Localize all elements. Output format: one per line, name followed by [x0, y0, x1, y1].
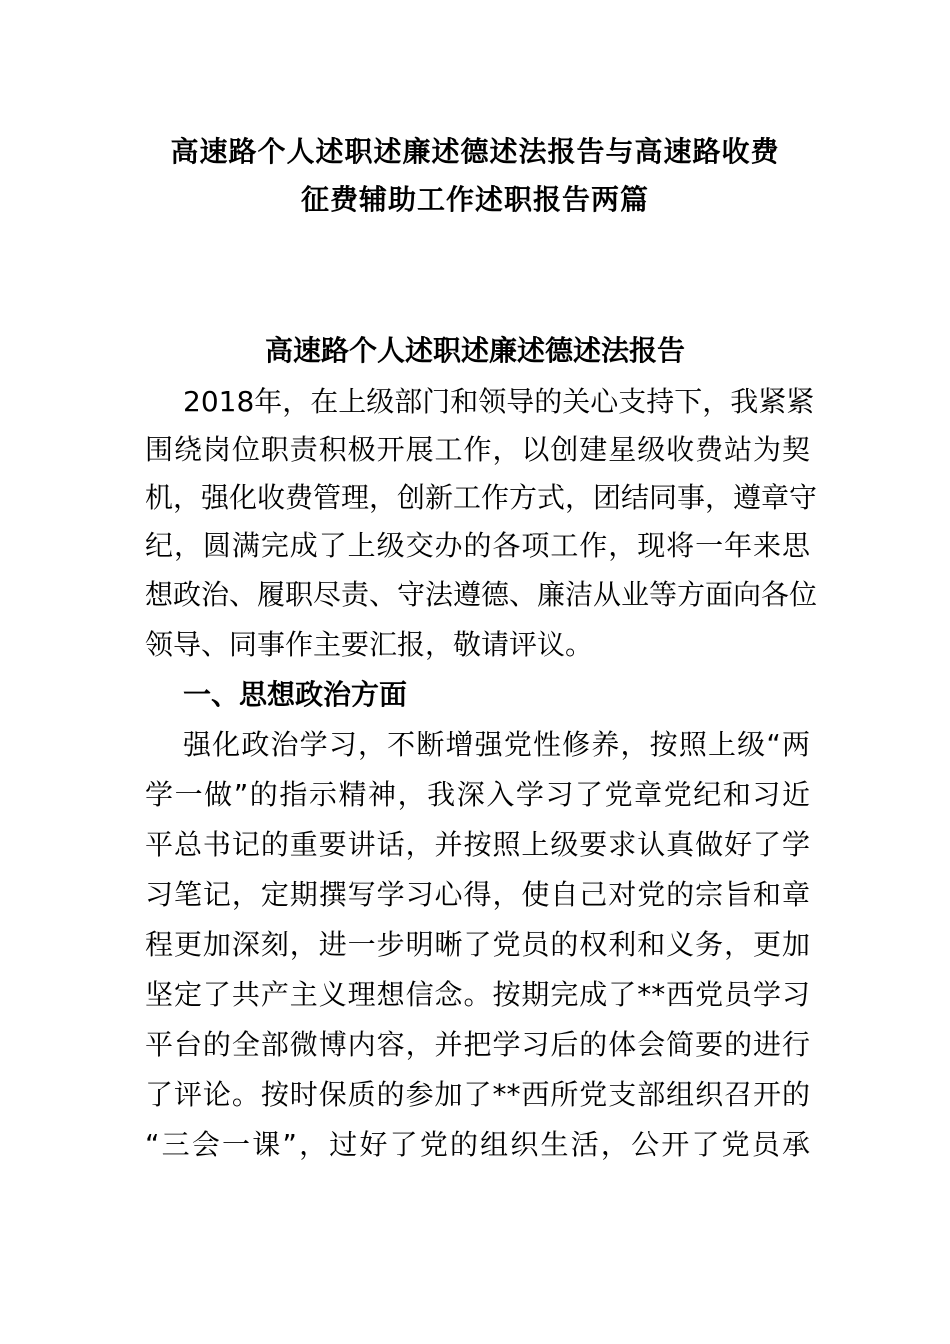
section-heading: 一、思想政治方面 — [183, 678, 408, 711]
paragraph-1-line: 2018年，在上级部门和领导的关心支持下，我紧紧 — [183, 385, 815, 418]
document-title-line-2: 征费辅助工作述职报告两篇 — [300, 183, 649, 216]
paragraph-1-line: 围绕岗位职责积极开展工作，以创建星级收费站为契 — [145, 433, 810, 466]
paragraph-1-line: 领导、同事作主要汇报，敬请评议。 — [145, 628, 594, 661]
paragraph-2-line: 坚定了共产主义理想信念。按期完成了**西党员学习 — [145, 978, 810, 1011]
paragraph-1-line: 想政治、履职尽责、守法遵德、廉洁从业等方面向各位 — [145, 578, 818, 611]
paragraph-2-line: 学一做”的指示精神，我深入学习了党章党纪和习近 — [145, 778, 810, 811]
section-title: 高速路个人述职述廉述德述法报告 — [264, 334, 685, 367]
document-title-line-1: 高速路个人述职述廉述德述法报告与高速路收费 — [170, 135, 780, 168]
paragraph-2-line: 程更加深刻，进一步明晰了党员的权利和义务，更加 — [145, 928, 810, 961]
paragraph-2-line: 了评论。按时保质的参加了**西所党支部组织召开的 — [145, 1078, 810, 1111]
paragraph-2-line: “三会一课”，过好了党的组织生活，公开了党员承 — [145, 1128, 810, 1161]
paragraph-2-line: 习笔记，定期撰写学习心得，使自己对党的宗旨和章 — [145, 878, 810, 911]
paragraph-1-line: 纪，圆满完成了上级交办的各项工作，现将一年来思 — [145, 529, 810, 562]
paragraph-2-line: 平总书记的重要讲话，并按照上级要求认真做好了学 — [145, 828, 810, 861]
paragraph-1-line: 机，强化收费管理，创新工作方式，团结同事，遵章守 — [145, 481, 818, 514]
paragraph-2-line: 平台的全部微博内容，并把学习后的体会简要的进行 — [145, 1028, 810, 1061]
paragraph-2-line: 强化政治学习，不断增强党性修养，按照上级“两 — [183, 728, 810, 761]
